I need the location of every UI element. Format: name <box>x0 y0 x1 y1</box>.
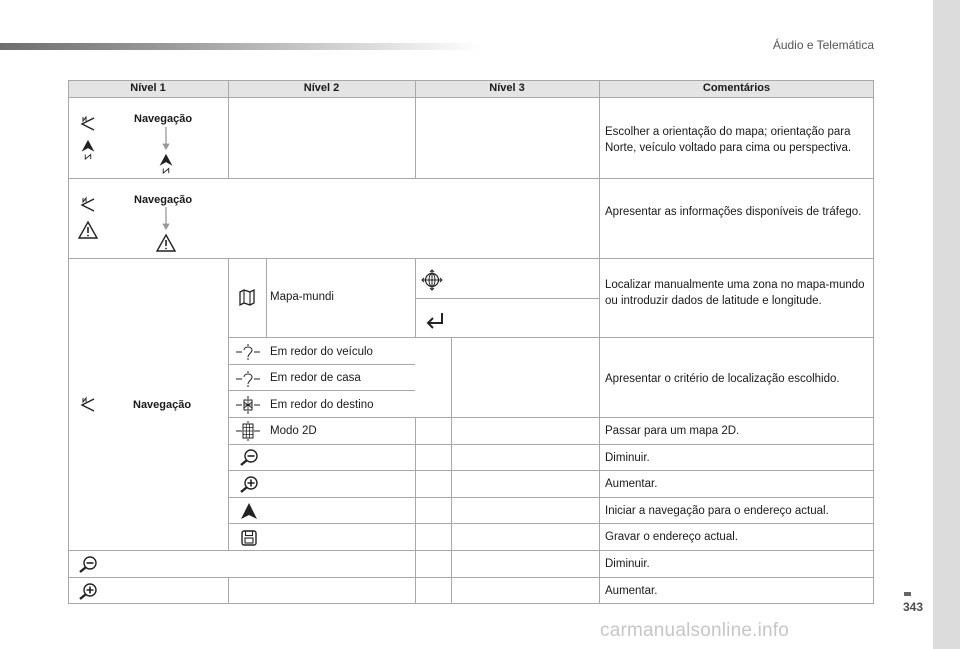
zoom-in-icon <box>238 475 260 493</box>
navigation-icon <box>78 395 98 415</box>
save-address-comment: Gravar o endereço actual. <box>605 531 738 543</box>
traffic-warning-icon <box>156 233 176 253</box>
group2-level2-title: Navegação <box>134 194 193 206</box>
page-edge-strip <box>933 0 960 649</box>
world-map-icon <box>237 287 257 307</box>
around-destination-label: Em redor do destino <box>270 399 374 411</box>
column-header-level3: Nível 3 <box>415 80 599 97</box>
group3-level1-title: Navegação <box>133 399 192 411</box>
destination-location-icon <box>235 396 261 414</box>
navigate-arrow-icon <box>239 501 259 521</box>
globe-crosshair-icon <box>421 269 443 291</box>
bottom-zoom-out-comment: Diminuir. <box>605 558 650 570</box>
header-gradient-bar <box>0 43 480 50</box>
zoom-out-icon <box>77 555 99 573</box>
vehicle-location-icon <box>235 343 261 361</box>
world-map-label: Mapa-mundi <box>270 291 334 303</box>
section-title: Áudio e Telemática <box>772 38 874 52</box>
group1-comment: Escolher a orientação do mapa; orientação para Norte, veículo voltado para cima ou perspectiva. <box>605 126 852 154</box>
north-arrow-icon <box>156 152 176 174</box>
bottom-zoom-in-comment: Aumentar. <box>605 585 658 597</box>
save-icon <box>239 528 259 548</box>
zoom-in-icon <box>77 582 99 600</box>
page-marker <box>904 592 911 596</box>
navigation-icon <box>78 195 98 215</box>
watermark: carmanualsonline.info <box>600 620 790 641</box>
zoom-in-comment: Aumentar. <box>605 478 658 490</box>
navigation-icon <box>78 114 98 134</box>
traffic-warning-icon <box>78 220 98 240</box>
group2-comment: Apresentar as informações disponíveis de tráfego. <box>605 206 862 218</box>
around-home-label: Em redor de casa <box>270 372 361 384</box>
home-location-icon <box>235 370 261 388</box>
down-arrow-icon <box>161 207 171 231</box>
column-header-comments: Comentários <box>599 80 874 97</box>
mode-2d-label: Modo 2D <box>270 425 317 437</box>
group1-level2-title: Navegação <box>134 113 193 125</box>
column-header-level1: Nível 1 <box>68 80 228 97</box>
column-header-level2: Nível 2 <box>228 80 415 97</box>
map-2d-icon <box>235 421 261 441</box>
world-map-comment: Localizar manualmente uma zona no mapa-mundo ou introduzir dados de latitude e longitude. <box>605 279 865 307</box>
down-arrow-icon <box>161 127 171 151</box>
around-comment: Apresentar o critério de localização escolhido. <box>605 373 840 385</box>
around-vehicle-label: Em redor do veículo <box>270 346 373 358</box>
zoom-out-icon <box>238 448 260 466</box>
page-number: 343 <box>903 600 924 614</box>
zoom-out-comment: Diminuir. <box>605 452 650 464</box>
enter-icon <box>424 311 446 329</box>
mode-2d-comment: Passar para um mapa 2D. <box>605 425 740 437</box>
table-grid-lines <box>68 80 874 604</box>
start-navigation-comment: Iniciar a navegação para o endereço actual. <box>605 505 829 517</box>
menu-table <box>68 80 874 604</box>
north-arrow-icon <box>78 138 98 160</box>
